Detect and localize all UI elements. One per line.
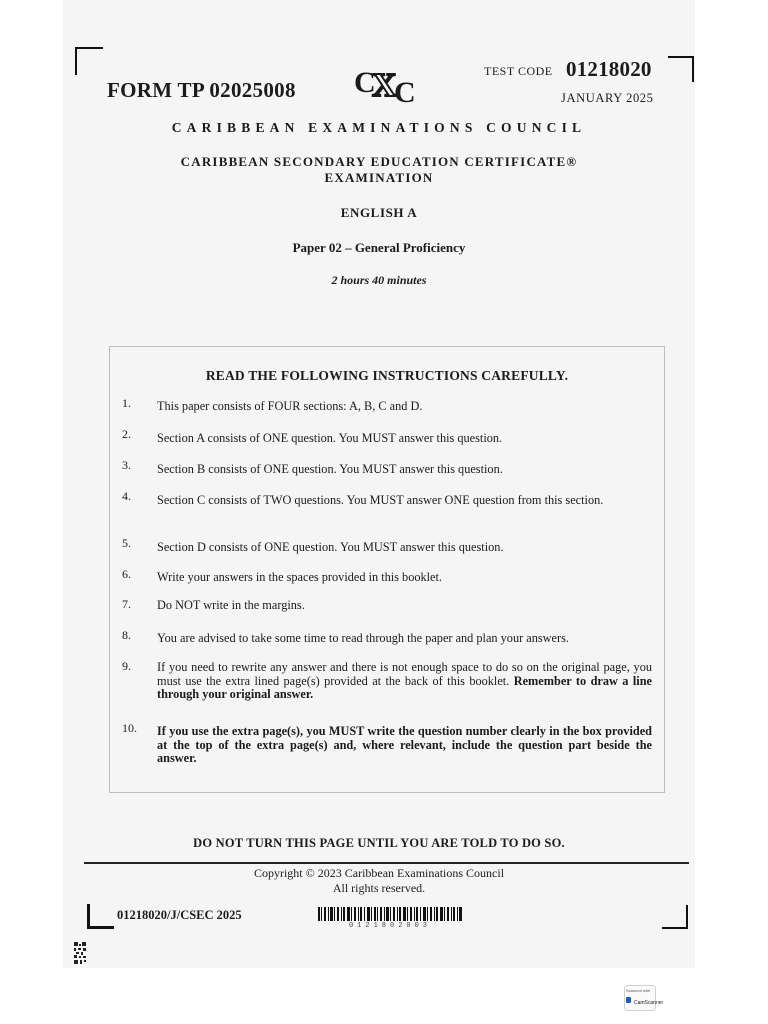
instruction-number: 9. <box>122 659 131 673</box>
copyright-notice <box>63 866 695 896</box>
instruction-number: 2. <box>122 427 131 441</box>
paper-code: 01218020/J/CSEC 2025 <box>117 908 242 922</box>
qr-code-icon <box>74 942 86 964</box>
council-name: CARIBBEAN EXAMINATIONS COUNCIL <box>171 120 587 135</box>
rights-line: All rights reserved. <box>332 881 426 895</box>
scanner-stamp-label: Scanned with <box>626 988 651 993</box>
instruction-text: You are advised to take some time to read through the paper and plan your answers. <box>157 631 569 645</box>
test-code-value: 01218020 <box>566 57 652 81</box>
instruction-text <box>157 661 652 702</box>
paper-title: Paper 02 – General Proficiency <box>292 240 466 255</box>
instruction-text: Section B consists of ONE question. You MUST answer this question. <box>157 462 503 476</box>
instruction-number: 8. <box>122 628 131 642</box>
subject-title: ENGLISH A <box>340 205 418 220</box>
instruction-number: 10. <box>122 721 137 735</box>
instruction-text: Do NOT write in the margins. <box>157 598 305 612</box>
cxc-logo-icon <box>352 58 422 106</box>
instruction-number: 5. <box>122 536 131 550</box>
copyright-line: Copyright © 2023 Caribbean Examinations Council <box>253 866 505 880</box>
corner-mark-bottom-left <box>87 904 114 929</box>
instruction-number: 3. <box>122 458 131 472</box>
barcode-number: 0121802003 <box>348 922 431 930</box>
barcode-icon <box>318 907 462 921</box>
svg-text:X: X <box>372 67 397 104</box>
instruction-text: This paper consists of FOUR sections: A, B, C and D. <box>157 399 423 413</box>
test-code-label: TEST CODE <box>484 64 553 78</box>
instruction-text-regular: If you need to rewrite any answer and there is not enough space to do so on the original page, you must use the extra lined page(s) provided at the back of this booklet. <box>157 660 652 688</box>
certificate-title-line-2: EXAMINATION <box>324 170 434 185</box>
instruction-text-emphasis: Remember to draw a line through your original answer. <box>157 673 652 701</box>
instruction-number: 4. <box>122 489 131 503</box>
instruction-number: 7. <box>122 597 131 611</box>
instruction-text: Section C consists of TWO questions. You MUST answer ONE question from this section. <box>157 493 604 507</box>
instruction-text: Section D consists of ONE question. You MUST answer this question. <box>157 540 504 554</box>
instruction-number: 1. <box>122 396 131 410</box>
corner-mark-top-left <box>75 47 103 75</box>
scanner-stamp-app-name: CamScanner <box>634 1000 664 1006</box>
instruction-text: Section A consists of ONE question. You MUST answer this question. <box>157 431 503 445</box>
instructions-heading: READ THE FOLLOWING INSTRUCTIONS CAREFULLY. <box>205 368 569 383</box>
form-number: FORM TP 02025008 <box>107 78 296 102</box>
svg-text:C: C <box>394 76 416 106</box>
footer-divider <box>84 862 689 864</box>
instruction-text: If you use the extra page(s), you MUST write the question number clearly in the box provided at the top of the extra page(s) and, where relevant, include the question part beside the answer. <box>157 724 652 765</box>
exam-date: JANUARY 2025 <box>561 91 654 105</box>
corner-mark-bottom-right <box>662 905 688 929</box>
exam-duration: 2 hours 40 minutes <box>331 273 427 287</box>
instruction-number: 6. <box>122 567 131 581</box>
do-not-turn-warning: DO NOT TURN THIS PAGE UNTIL YOU ARE TOLD TO DO SO. <box>193 836 565 850</box>
instruction-text: Write your answers in the spaces provided in this booklet. <box>157 570 443 584</box>
certificate-title <box>63 154 695 186</box>
svg-text:C: C <box>354 66 376 99</box>
corner-mark-top-right <box>668 56 694 82</box>
certificate-title-line-1: CARIBBEAN SECONDARY EDUCATION CERTIFICATE® <box>180 154 578 169</box>
